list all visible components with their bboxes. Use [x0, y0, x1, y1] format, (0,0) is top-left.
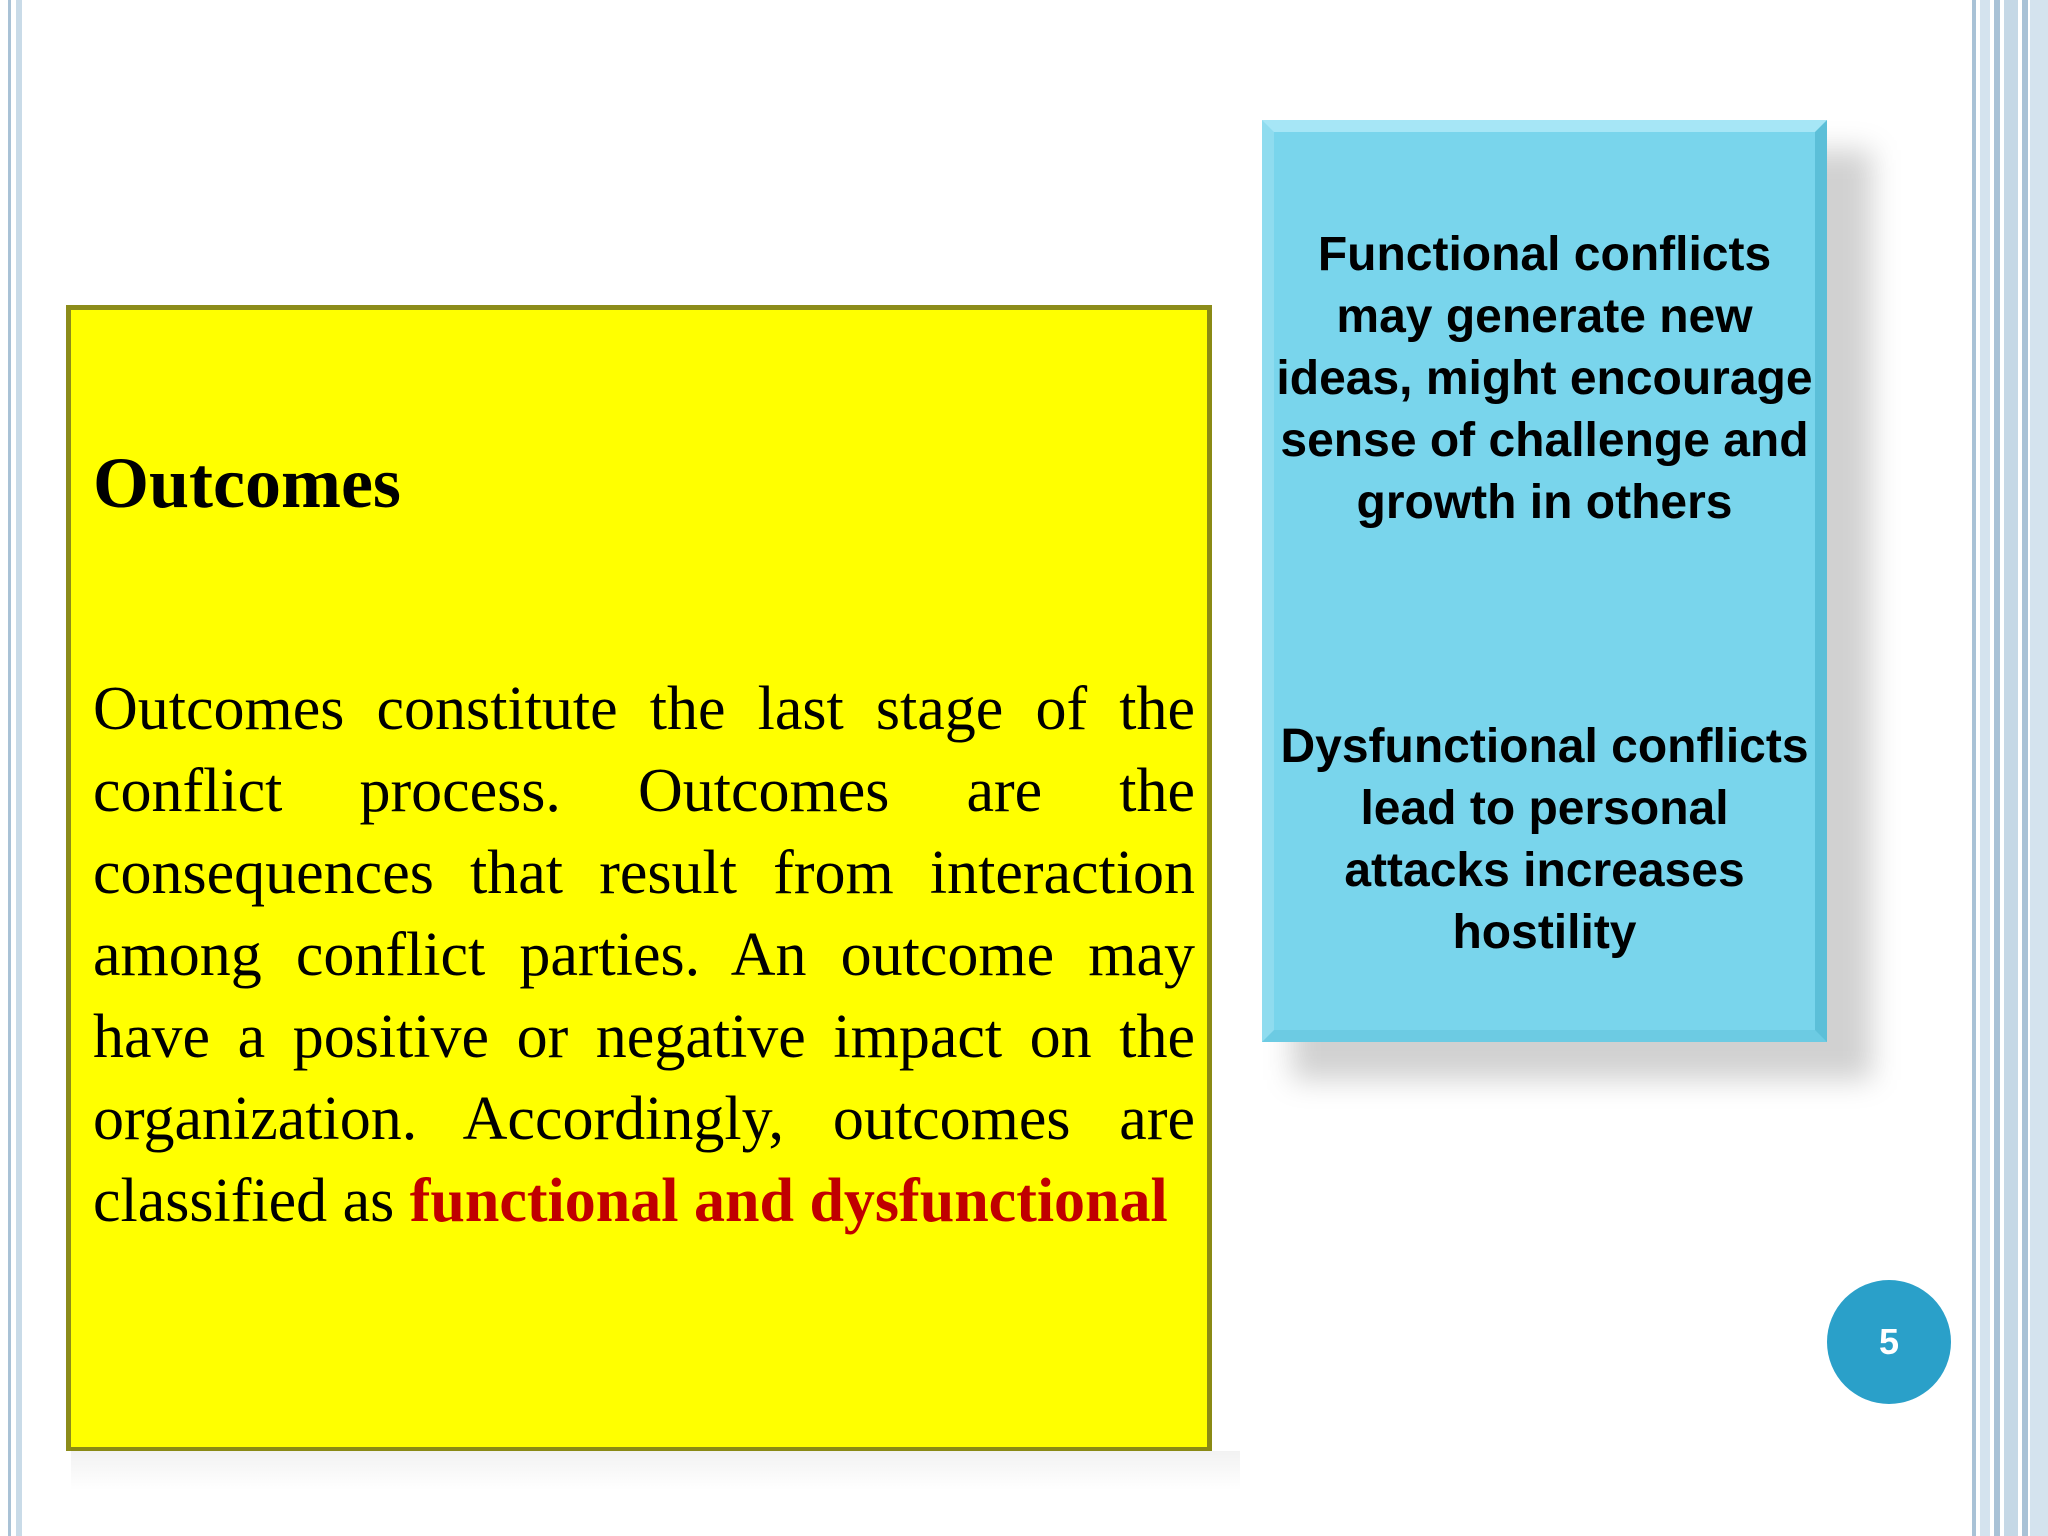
outcomes-text-box: [66, 305, 1212, 1451]
page-number: 5: [1878, 1321, 1900, 1362]
frame-line: [8, 0, 11, 1536]
frame-line: [1994, 0, 2000, 1536]
right-frame-decoration: [1964, 0, 2048, 1536]
frame-line: [2022, 0, 2028, 1536]
outcomes-heading: Outcomes: [93, 443, 401, 523]
functional-conflicts-text: Functional conflicts may generate new ideas, might encourage sense of challenge and growth in others: [1276, 228, 1813, 529]
left-frame-decoration: [0, 0, 24, 1536]
outcomes-highlight-text: functional and dysfunctional: [409, 1167, 1168, 1235]
dysfunctional-conflicts-text: Dysfunctional conflicts lead to personal attacks increases hostility: [1280, 720, 1809, 959]
frame-line: [2004, 0, 2018, 1536]
outcomes-body-text: Outcomes constitute the last stage of the conflict process. Outcomes are the consequences that result from interaction among conflict parties. An outcome may have a positive or negative impact on the organization. Accordingly, outcomes are classified as: [93, 675, 1195, 1235]
outcomes-paragraph: [93, 668, 1195, 1242]
frame-line: [16, 0, 22, 1536]
frame-line: [1972, 0, 1976, 1536]
frame-line: [1980, 0, 1990, 1536]
page-number-badge: [1827, 1280, 1951, 1404]
conflict-types-callout: [1262, 120, 1827, 1042]
frame-line: [2030, 0, 2048, 1536]
